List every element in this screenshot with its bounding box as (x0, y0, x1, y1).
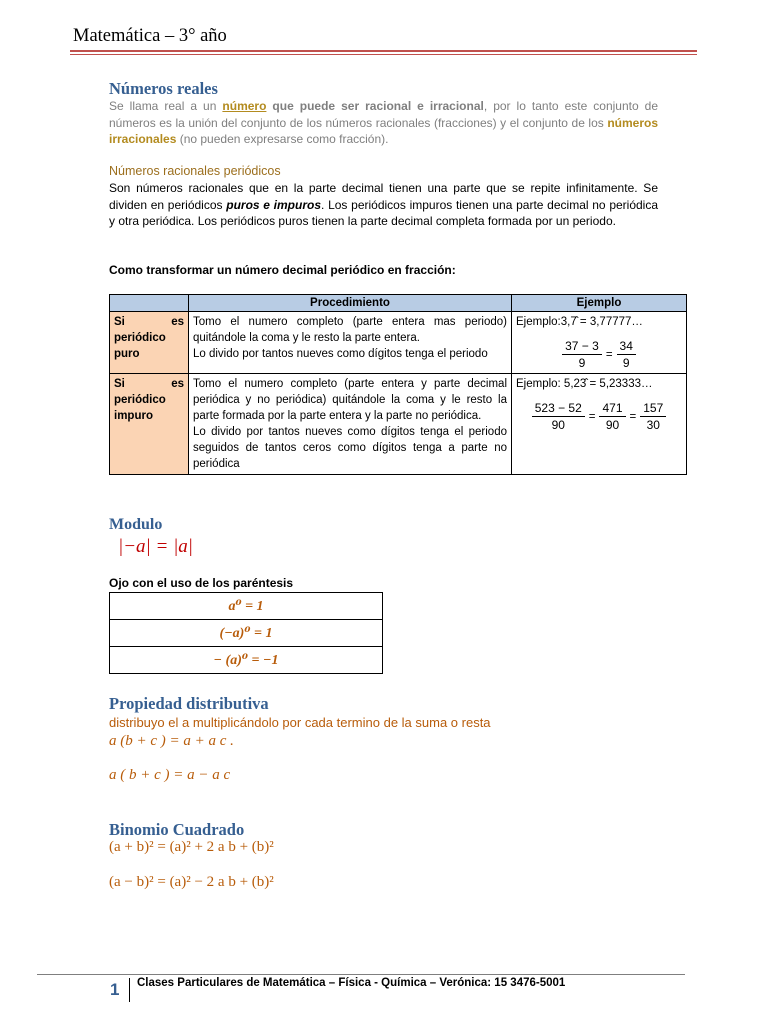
row-label-line: Si es (114, 316, 184, 328)
fraction-denominator: 9 (622, 356, 630, 370)
fraction-numerator: 471 (599, 400, 625, 417)
distributiva-formula-1: a (b + c ) = a + a c . (109, 733, 234, 749)
binomio-formula-1: (a + b)² = (a)² + 2 a b + (b)² (109, 839, 274, 855)
table-row-impuro (110, 374, 687, 475)
fraction (562, 338, 602, 371)
binomio-formula-2: (a − b)² = (a)² − 2 a b + (b)² (109, 874, 274, 890)
row-label-line: Si es (114, 378, 184, 390)
procedure-table (109, 294, 687, 475)
row-label-line: periódico (114, 332, 166, 344)
section-heading-reales: Números reales (109, 79, 218, 98)
equals-sign: = (605, 348, 613, 361)
table-header-row (110, 295, 687, 312)
example-text: Ejemplo: 5,23̂ = 5,23333… (516, 378, 653, 390)
fraction-numerator: 523 − 52 (532, 400, 585, 417)
parentesis-formula: (−a)⁰ = 1 (110, 620, 383, 647)
reales-text-c: , por lo tanto este conjunto de números es la unión del conjunto de los números racionales (fracciones) y el conjunto de los (109, 99, 658, 130)
fraction-denominator: 30 (646, 418, 660, 432)
row-label-impuro (110, 374, 189, 475)
modulo-formula: |−a| = |a| (118, 536, 194, 557)
numero-link[interactable]: número (222, 99, 267, 113)
table-header-ejemplo: Ejemplo (512, 295, 687, 312)
table-row (110, 647, 383, 674)
table-row-puro (110, 312, 687, 374)
procedure-impuro: Tomo el numero completo (parte entera y parte decimal periódica y no periódica) quitándole la coma y le resto la parte formada por la parte entera y la parte no periódica. Lo divido por tantos nueves como dígitos tenga el periodo seguidos de tantos ceros como dígitos tenga a parte no periódica (189, 374, 512, 475)
periodicos-text-a: Son números racionales que en la parte decimal tienen una parte que se repite infinitamente. Se dividen en periódicos (109, 181, 658, 212)
section-heading-distributiva: Propiedad distributiva (109, 694, 269, 713)
parentesis-formula: − (a)⁰ = −1 (110, 647, 383, 674)
reales-paragraph (109, 98, 658, 148)
equals-sign: = (629, 410, 637, 423)
section-heading-binomio: Binomio Cuadrado (109, 820, 245, 839)
reales-text-e: (no pueden expresarse como fracción). (176, 132, 389, 146)
irracionales-term: números irracionales (109, 115, 658, 146)
fraction (617, 338, 636, 371)
fraction-denominator: 90 (551, 418, 565, 432)
fraction-equation (516, 338, 682, 371)
periodicos-paragraph (109, 180, 658, 230)
footer-divider (129, 978, 130, 1002)
procedure-puro: Tomo el numero completo (parte entera mas periodo) quitándole la coma y le resto la parte entera. Lo divido por tantos nueves como dígitos tenga el periodo (189, 312, 512, 374)
fraction-numerator: 37 − 3 (562, 338, 602, 355)
puros-impuros-term: puros e impuros (226, 197, 322, 212)
distributiva-description: distribuyo el a multiplicándolo por cada termino de la suma o resta (109, 715, 491, 730)
header-rule (70, 50, 697, 52)
distributiva-formula-2: a ( b + c ) = a − a c (109, 767, 231, 783)
table-header-blank (110, 295, 189, 312)
subheading-periodicos: Números racionales periódicos (109, 164, 281, 178)
fraction (532, 400, 585, 433)
reales-text-b: que puede ser racional e irracional (266, 99, 484, 113)
transform-heading: Como transformar un número decimal periódico en fracción: (109, 263, 456, 277)
fraction-denominator: 90 (605, 418, 620, 432)
table-row (110, 620, 383, 647)
row-label-puro (110, 312, 189, 374)
table-header-procedimiento: Procedimiento (189, 295, 512, 312)
row-label-line: periódico (114, 394, 166, 406)
footer-rule (37, 974, 685, 975)
parentesis-formula: a⁰ = 1 (110, 593, 383, 620)
header-rule-thin (70, 54, 697, 55)
row-label-line: impuro (114, 410, 153, 422)
fraction-numerator: 157 (640, 400, 666, 417)
parentesis-table (109, 592, 383, 674)
example-puro (512, 312, 687, 374)
example-impuro (512, 374, 687, 475)
fraction (599, 400, 625, 433)
reales-text-a: Se llama real a un (109, 99, 223, 113)
fraction (640, 400, 666, 433)
example-text: Ejemplo:3,7̂ = 3,77777… (516, 316, 643, 328)
parentesis-heading: Ojo con el uso de los paréntesis (109, 576, 294, 590)
equals-sign: = (588, 410, 596, 423)
page-header-title: Matemática – 3° año (73, 26, 227, 46)
fraction-numerator: 34 (617, 338, 636, 355)
periodicos-text-c: . Los periódicos impuros tienen una parte decimal no periódica y otra periódica. Los periódicos puros tienen la parte decimal completa formada por un periodo. (109, 197, 659, 228)
fraction-equation (516, 400, 682, 433)
table-row (110, 593, 383, 620)
section-heading-modulo: Modulo (109, 516, 163, 533)
page-number: 1 (110, 980, 120, 999)
fraction-denominator: 9 (578, 356, 586, 370)
footer-text: Clases Particulares de Matemática – Física - Química – Verónica: 15 3476-5001 (137, 977, 566, 989)
row-label-line: puro (114, 348, 140, 360)
